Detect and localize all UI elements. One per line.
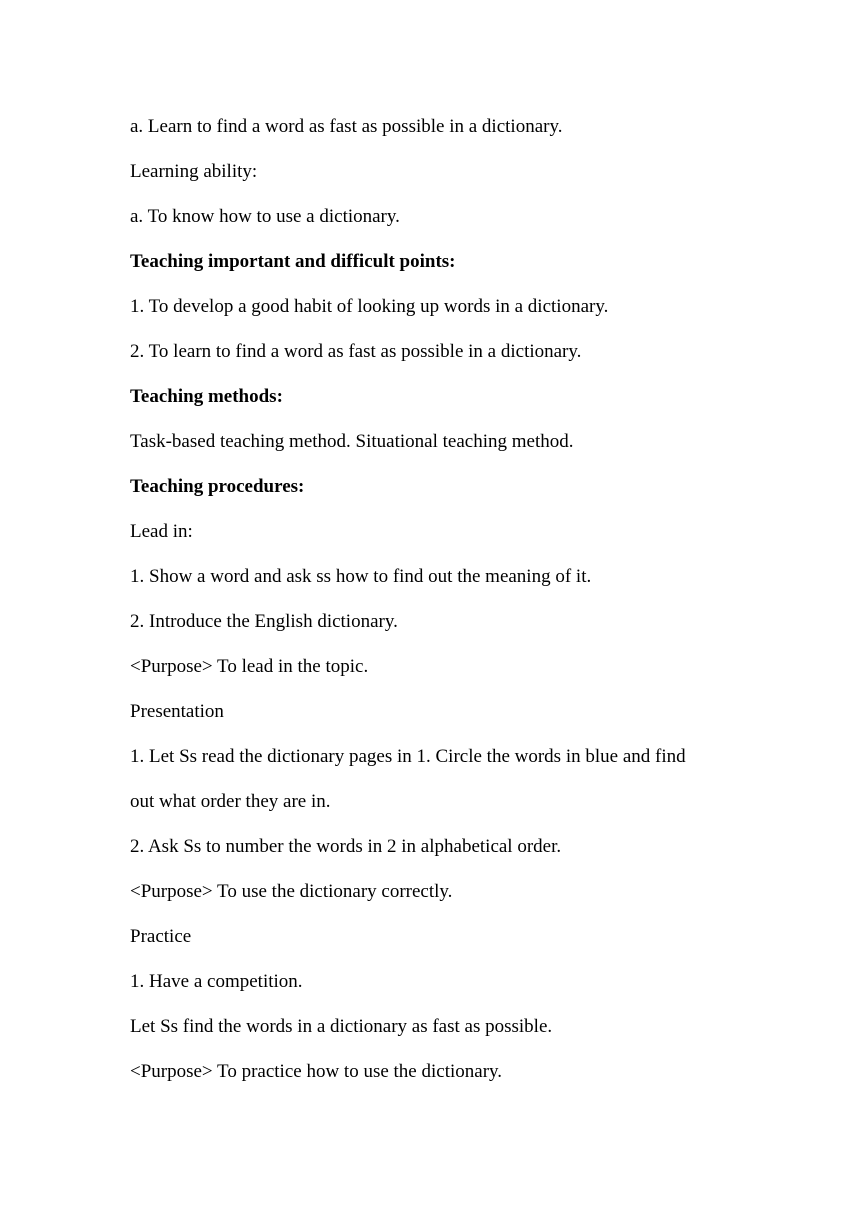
key-points-heading: Teaching important and difficult points: — [130, 251, 456, 272]
presentation-label: Presentation — [130, 701, 224, 722]
methods-heading: Teaching methods: — [130, 386, 283, 407]
practice-label: Practice — [130, 926, 192, 947]
presentation-step-2: 2. Ask Ss to number the words in 2 in alphabetical order. — [130, 836, 562, 857]
learning-ability-label: Learning ability: — [130, 161, 258, 182]
practice-step-1: 1. Have a competition. — [130, 971, 303, 992]
objective-line: a. Learn to find a word as fast as possible in a dictionary. — [130, 116, 563, 137]
key-point-1: 1. To develop a good habit of looking up words in a dictionary. — [130, 296, 609, 317]
lead-in-purpose: <Purpose> To lead in the topic. — [130, 656, 369, 677]
presentation-step-1: 1. Let Ss read the dictionary pages in 1. Circle the words in blue and find — [130, 746, 686, 767]
practice-purpose: <Purpose> To practice how to use the dictionary. — [130, 1061, 503, 1082]
presentation-step-1-cont: out what order they are in. — [130, 791, 331, 812]
lead-in-step-1: 1. Show a word and ask ss how to find out the meaning of it. — [130, 566, 592, 587]
methods-line: Task-based teaching method. Situational teaching method. — [130, 431, 574, 452]
procedures-heading: Teaching procedures: — [130, 476, 305, 497]
presentation-purpose: <Purpose> To use the dictionary correctly. — [130, 881, 453, 902]
learning-ability-line: a. To know how to use a dictionary. — [130, 206, 400, 227]
practice-instruction: Let Ss find the words in a dictionary as fast as possible. — [130, 1016, 553, 1037]
lead-in-step-2: 2. Introduce the English dictionary. — [130, 611, 398, 632]
key-point-2: 2. To learn to find a word as fast as possible in a dictionary. — [130, 341, 582, 362]
lead-in-label: Lead in: — [130, 521, 193, 542]
